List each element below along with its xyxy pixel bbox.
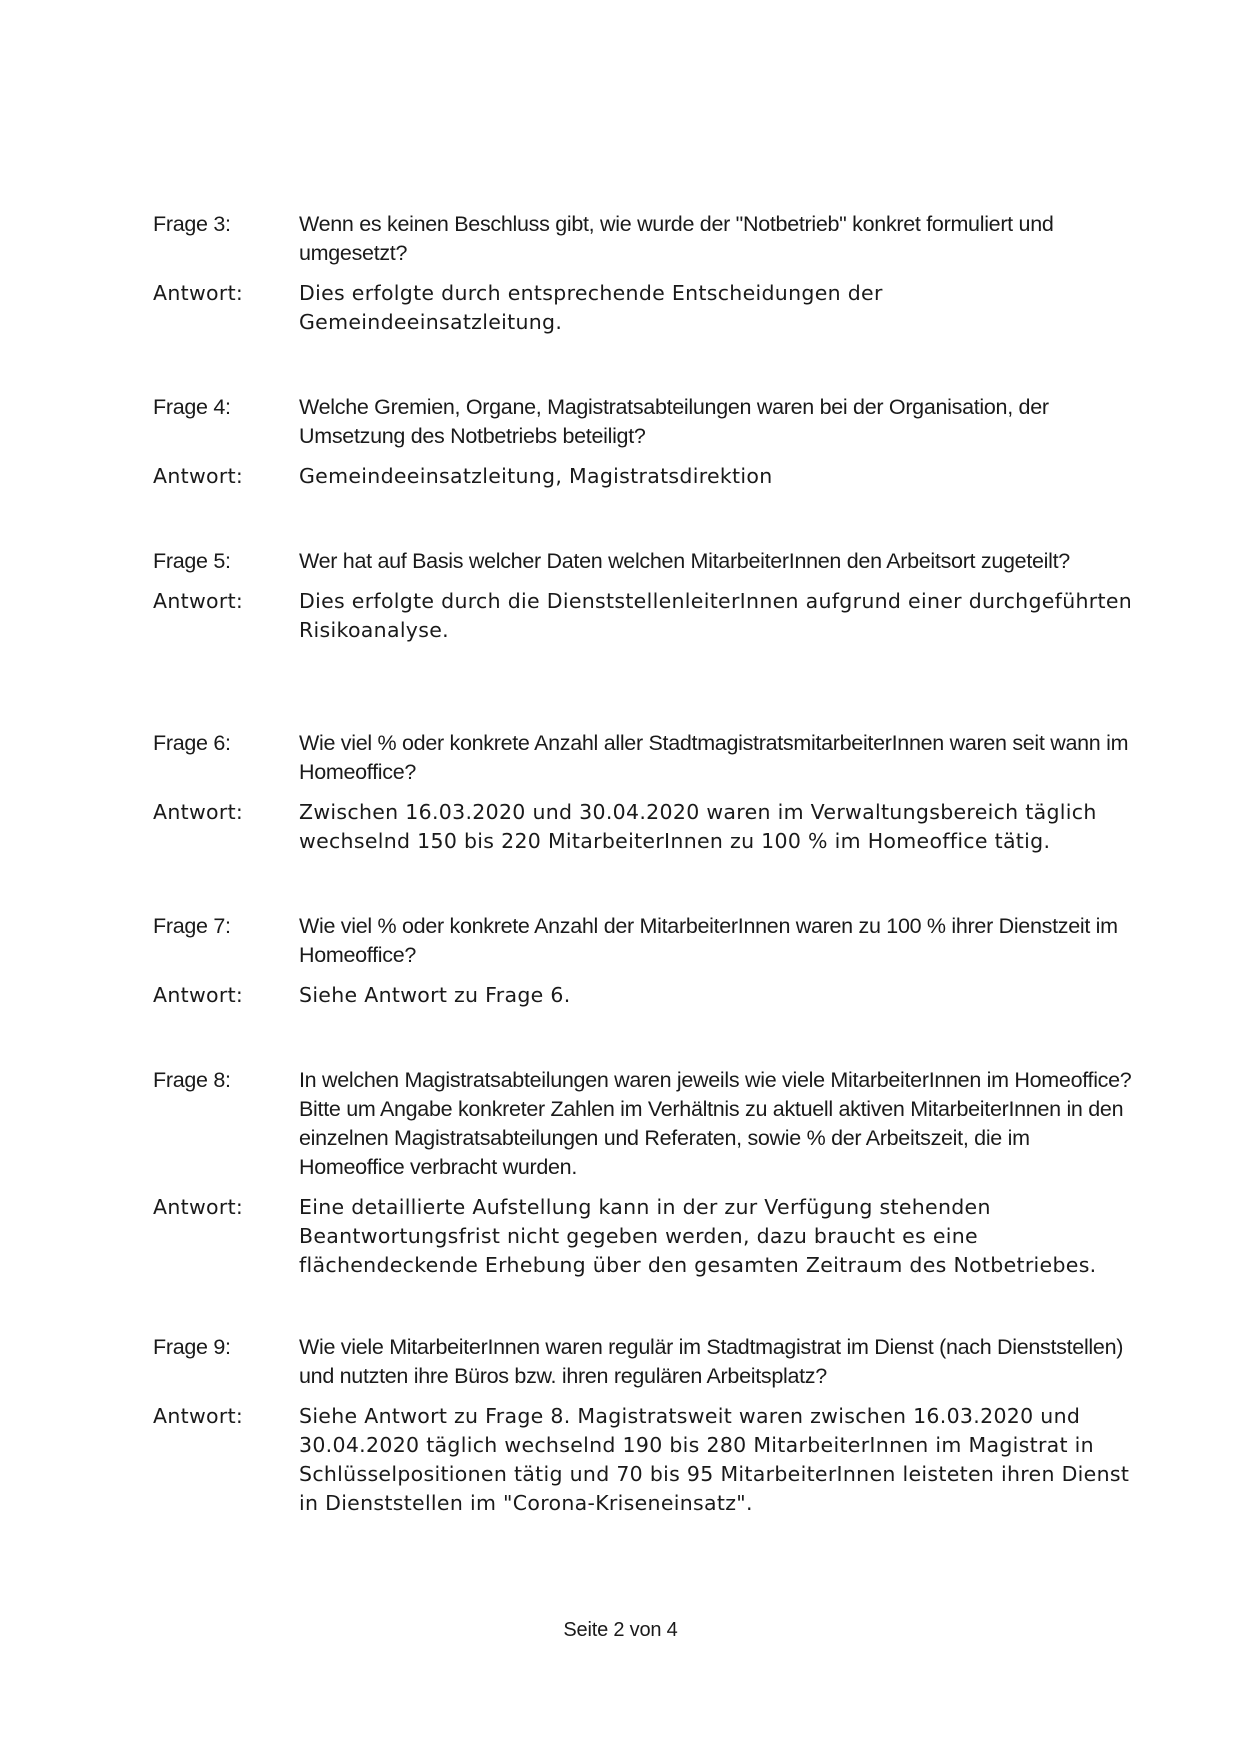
question-label: Frage 4: [153,395,231,419]
question-label: Frage 7: [153,914,231,938]
qa-block-frage-5 [153,547,1133,645]
question-text: Wer hat auf Basis welcher Daten welchen MitarbeiterInnen den Arbeitsort zugeteilt? [299,549,1070,573]
answer-text: Eine detaillierte Aufstellung kann in der zur Verfügung stehenden Beantwortungsfrist nicht gegeben werden, dazu braucht es eine flächendeckende Erhebung über den gesamten Zeitraum des Notbetriebes. [299,1195,1097,1277]
question-text: In welchen Magistratsabteilungen waren jeweils wie viele MitarbeiterInnen im Homeoffice? Bitte um Angabe konkreter Zahlen im Verhältnis zu aktuell aktiven MitarbeiterInnen in den einzelnen Magistratsabteilungen und Referaten, sowie % der Arbeitszeit, die im Homeoffice verbracht wurden. [299,1068,1132,1179]
question-label: Frage 3: [153,212,231,236]
answer-label: Antwort: [153,589,244,613]
answer-text: Gemeindeeinsatzleitung, Magistratsdirektion [299,464,773,488]
question-row [153,912,1133,970]
question-row [153,1333,1133,1391]
qa-block-frage-9 [153,1333,1133,1518]
question-label: Frage 5: [153,549,231,573]
page-number: Seite 2 von 4 [563,1619,678,1641]
question-text: Wie viele MitarbeiterInnen waren regulär im Stadtmagistrat im Dienst (nach Dienststellen) und nutzten ihre Büros bzw. ihren regulären Arbeitsplatz? [299,1335,1124,1388]
qa-block-frage-6 [153,729,1133,856]
qa-block-frage-4 [153,393,1133,491]
question-label: Frage 6: [153,731,231,755]
question-row [153,210,1133,268]
answer-row [153,587,1133,645]
answer-text: Zwischen 16.03.2020 und 30.04.2020 waren im Verwaltungsbereich täglich wechselnd 150 bis 220 MitarbeiterInnen zu 100 % im Homeoffice tätig. [299,800,1097,853]
answer-label: Antwort: [153,281,244,305]
question-row [153,547,1133,576]
answer-row [153,279,1133,337]
answer-label: Antwort: [153,800,244,824]
question-row [153,393,1133,451]
answer-row [153,1402,1133,1518]
answer-label: Antwort: [153,1195,244,1219]
answer-text: Dies erfolgte durch entsprechende Entscheidungen der Gemeindeeinsatzleitung. [299,281,883,334]
qa-block-frage-3 [153,210,1133,337]
question-row [153,729,1133,787]
answer-row [153,981,1133,1010]
answer-text: Siehe Antwort zu Frage 8. Magistratsweit waren zwischen 16.03.2020 und 30.04.2020 täglich wechselnd 190 bis 280 MitarbeiterInnen im Magistrat in Schlüsselpositionen tätig und 70 bis 95 MitarbeiterInnen leisteten ihren Dienst in Dienststellen im "Corona-Kriseneinsatz". [299,1404,1130,1515]
answer-text: Dies erfolgte durch die DienststellenleiterInnen aufgrund einer durchgeführten Risikoanalyse. [299,589,1133,642]
answer-row [153,462,1133,491]
question-row [153,1066,1133,1182]
answer-label: Antwort: [153,1404,244,1428]
question-text: Wenn es keinen Beschluss gibt, wie wurde der "Notbetrieb" konkret formuliert und umgesetzt? [299,212,1054,265]
qa-block-frage-7 [153,912,1133,1010]
question-text: Welche Gremien, Organe, Magistratsabteilungen waren bei der Organisation, der Umsetzung des Notbetriebs beteiligt? [299,395,1049,448]
question-label: Frage 9: [153,1335,231,1359]
answer-text: Siehe Antwort zu Frage 6. [299,983,571,1007]
question-label: Frage 8: [153,1068,231,1092]
question-text: Wie viel % oder konkrete Anzahl aller StadtmagistratsmitarbeiterInnen waren seit wann im Homeoffice? [299,731,1129,784]
answer-label: Antwort: [153,983,244,1007]
question-text: Wie viel % oder konkrete Anzahl der MitarbeiterInnen waren zu 100 % ihrer Dienstzeit im Homeoffice? [299,914,1118,967]
answer-row [153,798,1133,856]
answer-row [153,1193,1133,1280]
answer-label: Antwort: [153,464,244,488]
qa-block-frage-8 [153,1066,1133,1280]
